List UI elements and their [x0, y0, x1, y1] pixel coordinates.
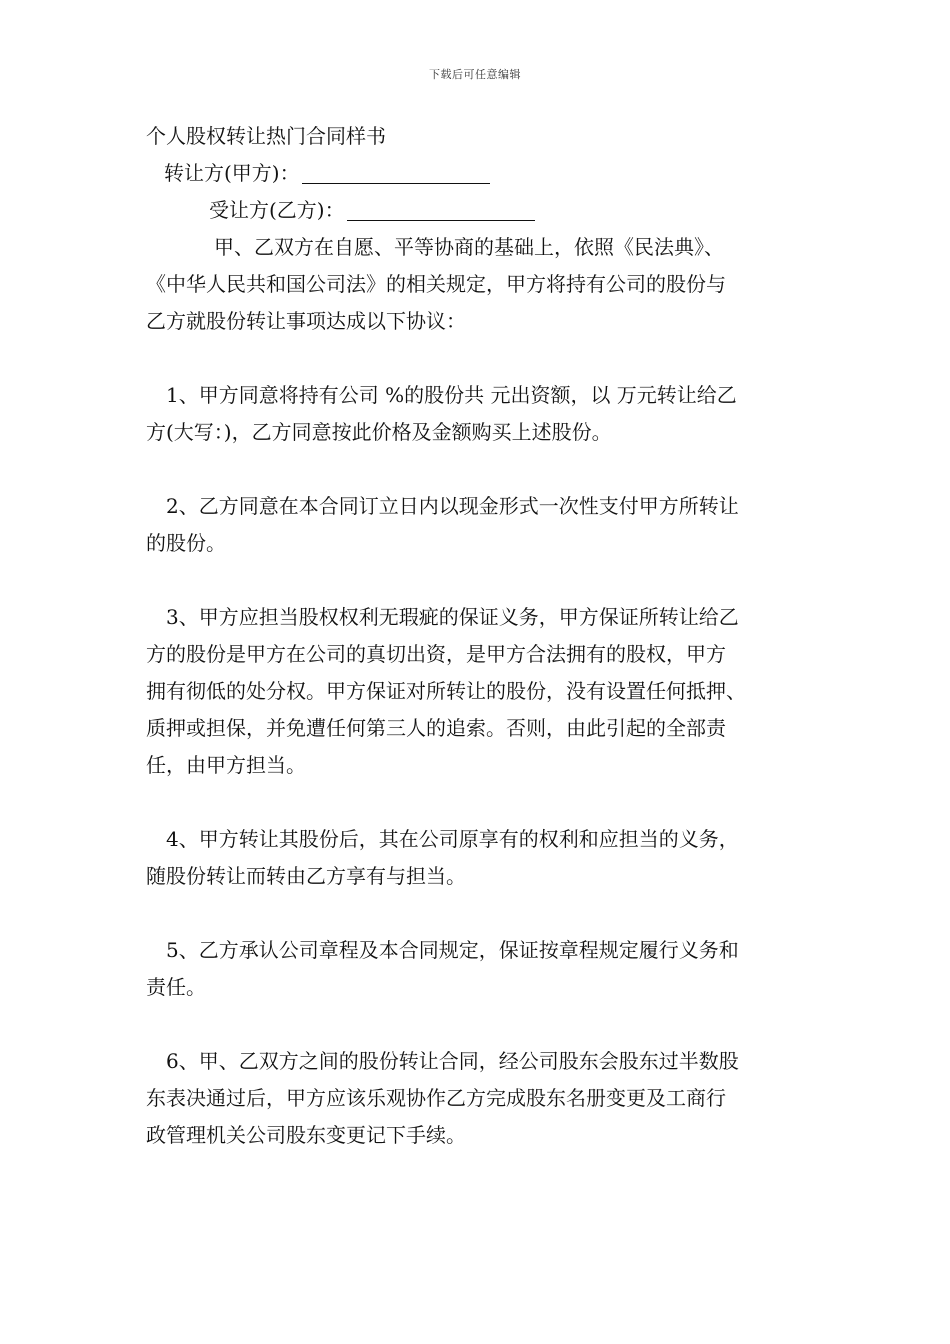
intro-line: 《中华人民共和国公司法》的相关规定，甲方将持有公司的股份与	[146, 272, 726, 296]
clause-line: 任，由甲方担当。	[146, 753, 306, 777]
clause-line: 质押或担保，并免遭任何第三人的追索。否则，由此引起的全部责	[146, 716, 726, 740]
page-header-note: 下载后可任意编辑	[429, 68, 521, 81]
clause-line: 拥有彻低的处分权。甲方保证对所转让的股份，没有设置任何抵押、	[146, 679, 746, 703]
clause-line: 方(大写：)，乙方同意按此价格及金额购买上述股份。	[146, 420, 612, 444]
clause-line: 4、甲方转让其股份后，其在公司原享有的权利和应担当的义务，	[166, 827, 739, 851]
clause-line: 5、乙方承认公司章程及本合同规定，保证按章程规定履行义务和	[166, 938, 739, 962]
clause-line: 随股份转让而转由乙方享有与担当。	[146, 864, 466, 888]
clause-1	[146, 377, 836, 451]
clause-line: 2、乙方同意在本合同订立日内以现金形式一次性支付甲方所转让	[166, 494, 739, 518]
party-b-line	[146, 192, 836, 229]
clause-6	[146, 1043, 836, 1154]
clause-line: 政管理机关公司股东变更记下手续。	[146, 1123, 466, 1147]
party-a-label: 转让方(甲方)：	[164, 161, 300, 185]
clause-3	[146, 599, 836, 784]
party-a-line	[146, 155, 836, 192]
clause-5	[146, 932, 836, 1006]
clause-line: 6、甲、乙双方之间的股份转让合同，经公司股东会股东过半数股	[166, 1049, 739, 1073]
clause-2	[146, 488, 836, 562]
clause-line: 东表决通过后，甲方应该乐观协作乙方完成股东名册变更及工商行	[146, 1086, 726, 1110]
clause-line: 3、甲方应担当股权权利无瑕疵的保证义务，甲方保证所转让给乙	[166, 605, 739, 629]
intro-paragraph	[146, 229, 836, 340]
clause-line: 方的股份是甲方在公司的真切出资，是甲方合法拥有的股权，甲方	[146, 642, 726, 666]
contract-document	[146, 118, 836, 1154]
intro-line: 乙方就股份转让事项达成以下协议：	[146, 309, 466, 333]
party-a-blank	[302, 163, 490, 184]
clause-line: 的股份。	[146, 531, 226, 555]
party-b-blank	[347, 200, 535, 221]
clause-line: 责任。	[146, 975, 206, 999]
intro-line: 甲、乙双方在自愿、平等协商的基础上，依照《民法典》、	[214, 235, 724, 259]
document-title: 个人股权转让热门合同样书	[146, 124, 386, 148]
clause-line: 1、甲方同意将持有公司 %的股份共 元出资额，以 万元转让给乙	[166, 383, 737, 407]
party-b-label: 受让方(乙方)：	[209, 198, 345, 222]
clause-4	[146, 821, 836, 895]
